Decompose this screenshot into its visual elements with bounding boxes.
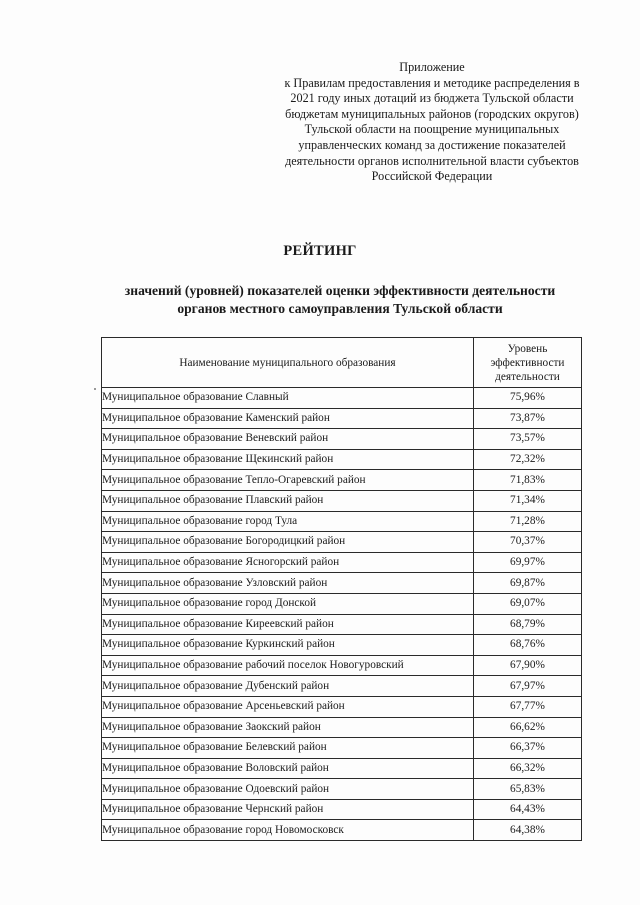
header-line: эффективности — [490, 356, 565, 369]
table-row — [102, 573, 582, 594]
appendix-line: управленческих команд за достижение показателей — [298, 137, 566, 152]
municipality-name-cell: Муниципальное образование Заокский район — [102, 717, 474, 738]
municipality-name-cell: Муниципальное образование город Новомосковск — [102, 820, 474, 841]
efficiency-level-cell: 64,43% — [473, 799, 581, 820]
municipality-name-cell: Муниципальное образование Чернский район — [102, 799, 474, 820]
table-row — [102, 429, 582, 450]
municipality-name-cell: Муниципальное образование Богородицкий район — [102, 532, 474, 553]
column-header-value — [473, 338, 581, 388]
table-row — [102, 820, 582, 841]
subtitle-line: органов местного самоуправления Тульской области — [177, 301, 503, 316]
efficiency-level-cell: 66,32% — [473, 758, 581, 779]
efficiency-level-cell: 67,90% — [473, 655, 581, 676]
table-row — [102, 449, 582, 470]
appendix-line: Российской Федерации — [371, 169, 493, 184]
efficiency-level-cell: 66,62% — [473, 717, 581, 738]
scan-artifact — [94, 388, 96, 390]
efficiency-level-cell: 65,83% — [473, 779, 581, 800]
efficiency-level-cell: 73,87% — [473, 408, 581, 429]
table-row — [102, 635, 582, 656]
municipality-name-cell: Муниципальное образование Одоевский район — [102, 779, 474, 800]
efficiency-level-cell: 67,97% — [473, 676, 581, 697]
municipality-name-cell: Муниципальное образование Плавский район — [102, 490, 474, 511]
municipality-name-cell: Муниципальное образование Каменский район — [102, 408, 474, 429]
municipality-name-cell: Муниципальное образование Дубенский район — [102, 676, 474, 697]
efficiency-level-cell: 71,34% — [473, 490, 581, 511]
efficiency-level-cell: 70,37% — [473, 532, 581, 553]
municipality-name-cell: Муниципальное образование город Донской — [102, 593, 474, 614]
municipality-name-cell: Муниципальное образование Веневский район — [102, 429, 474, 450]
efficiency-level-cell: 75,96% — [473, 388, 581, 409]
appendix-line: деятельности органов исполнительной власти субъектов — [285, 153, 579, 168]
table-row — [102, 758, 582, 779]
table-body — [102, 388, 582, 841]
column-header-name: Наименование муниципального образования — [102, 338, 474, 388]
efficiency-level-cell: 71,28% — [473, 511, 581, 532]
table-row — [102, 676, 582, 697]
table-row — [102, 511, 582, 532]
municipality-name-cell: Муниципальное образование Куркинский район — [102, 635, 474, 656]
subtitle-line: значений (уровней) показателей оценки эффективности деятельности — [124, 283, 556, 298]
municipality-name-cell: Муниципальное образование Ясногорский район — [102, 552, 474, 573]
table-row — [102, 490, 582, 511]
table-row — [102, 799, 582, 820]
appendix-line: к Правилам предоставления и методике распределения в — [284, 75, 580, 90]
municipality-name-cell: Муниципальное образование Тепло-Огаревский район — [102, 470, 474, 491]
table-header-row — [102, 338, 582, 388]
appendix-header — [262, 60, 602, 185]
municipality-name-cell: Муниципальное образование город Тула — [102, 511, 474, 532]
document-subtitle — [60, 282, 620, 318]
rating-table — [101, 337, 582, 841]
efficiency-level-cell: 71,83% — [473, 470, 581, 491]
efficiency-level-cell: 72,32% — [473, 449, 581, 470]
efficiency-level-cell: 69,97% — [473, 552, 581, 573]
table-row — [102, 552, 582, 573]
municipality-name-cell: Муниципальное образование Воловский район — [102, 758, 474, 779]
table-row — [102, 614, 582, 635]
municipality-name-cell: Муниципальное образование Киреевский район — [102, 614, 474, 635]
efficiency-level-cell: 69,87% — [473, 573, 581, 594]
table-row — [102, 532, 582, 553]
appendix-line: 2021 году иных дотаций из бюджета Тульской области — [290, 91, 574, 106]
table-row — [102, 779, 582, 800]
efficiency-level-cell: 69,07% — [473, 593, 581, 614]
appendix-line: бюджетам муниципальных районов (городских округов) — [285, 106, 579, 121]
efficiency-level-cell: 68,79% — [473, 614, 581, 635]
efficiency-level-cell: 66,37% — [473, 738, 581, 759]
municipality-name-cell: Муниципальное образование Щекинский район — [102, 449, 474, 470]
header-line: Уровень — [507, 342, 548, 355]
table-row — [102, 696, 582, 717]
efficiency-level-cell: 73,57% — [473, 429, 581, 450]
table-row — [102, 593, 582, 614]
municipality-name-cell: Муниципальное образование рабочий поселок Новогуровский — [102, 655, 474, 676]
table-row — [102, 738, 582, 759]
document-title: РЕЙТИНГ — [283, 243, 357, 259]
efficiency-level-cell: 67,77% — [473, 696, 581, 717]
municipality-name-cell: Муниципальное образование Узловский район — [102, 573, 474, 594]
efficiency-level-cell: 68,76% — [473, 635, 581, 656]
appendix-line: Приложение — [399, 60, 465, 74]
municipality-name-cell: Муниципальное образование Белевский район — [102, 738, 474, 759]
table-row — [102, 388, 582, 409]
header-line: деятельности — [495, 370, 560, 383]
municipality-name-cell: Муниципальное образование Славный — [102, 388, 474, 409]
table-row — [102, 408, 582, 429]
appendix-line: Тульской области на поощрение муниципальных — [304, 122, 560, 137]
efficiency-level-cell: 64,38% — [473, 820, 581, 841]
table-row — [102, 655, 582, 676]
municipality-name-cell: Муниципальное образование Арсеньевский район — [102, 696, 474, 717]
table-row — [102, 470, 582, 491]
table-row — [102, 717, 582, 738]
